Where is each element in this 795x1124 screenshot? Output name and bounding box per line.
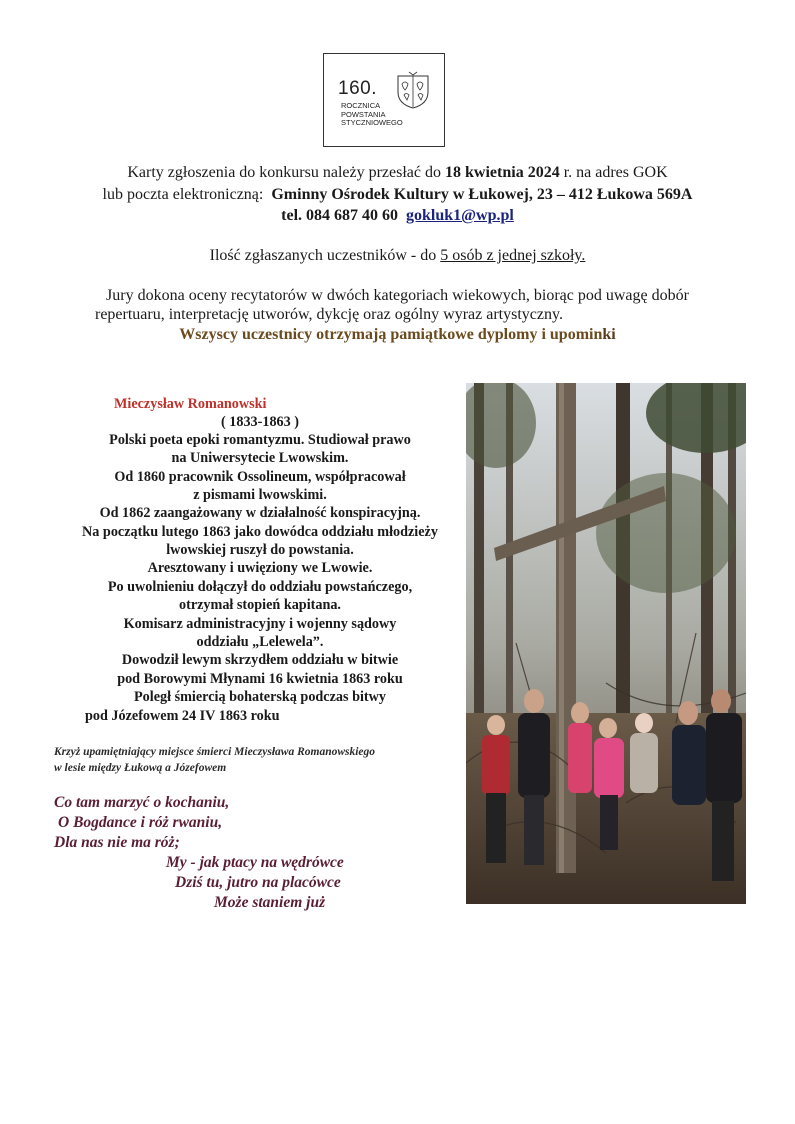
organizer-address: Gminny Ośrodek Kultury w Łukowej, 23 – 412 Łukowa 569A — [271, 186, 693, 203]
logo-line: ROCZNICA — [341, 101, 381, 110]
deadline-date: 18 kwietnia 2024 — [445, 164, 560, 181]
bio-line: na Uniwersytecie Lwowskim. — [171, 450, 349, 466]
participants-limit-value: 5 osób z jednej szkoły. — [440, 247, 586, 264]
bio-line: Od 1862 zaangażowany w działalność konspiracyjną. — [99, 505, 421, 521]
bio-line: oddziału „Lelewela”. — [196, 634, 324, 650]
coat-of-arms-icon — [392, 70, 434, 110]
poem-line: Dla nas nie ma róż; — [54, 834, 180, 851]
bio-line: pod Borowymi Młynami 16 kwietnia 1863 roku — [117, 671, 403, 687]
bio-line: z pismami lwowskimi. — [193, 487, 327, 503]
participants-limit: Ilość zgłaszanych uczestników - do 5 osób z jednej szkoły. — [209, 247, 586, 264]
bio-line: pod Józefowem 24 IV 1863 roku — [85, 708, 280, 724]
diplomas-line: Wszyscy uczestnicy otrzymają pamiątkowe dyplomy i upominki — [179, 326, 616, 343]
submission-deadline: Karty zgłoszenia do konkursu należy przesłać do 18 kwietnia 2024 r. na adres GOK — [127, 164, 668, 181]
jury-line-1: Jury dokona oceny recytatorów w dwóch kategoriach wiekowych, biorąc pod uwagę dobór — [106, 287, 689, 304]
address-line: lub poczta elektroniczną: Gminny Ośrodek Kultury w Łukowej, 23 – 412 Łukowa 569A — [102, 186, 693, 203]
memorial-cross-photo — [466, 383, 746, 904]
bio-line: Polski poeta epoki romantyzmu. Studiował prawo — [109, 432, 411, 448]
anniversary-logo — [323, 53, 445, 147]
bio-line: Dowodził lewym skrzydłem oddziału w bitwie — [121, 652, 399, 668]
poem-line: Co tam marzyć o kochaniu, — [54, 794, 230, 811]
bio-name: Mieczysław Romanowski — [114, 396, 267, 412]
bio-line: Poległ śmiercią bohaterską podczas bitwy — [134, 689, 386, 705]
poem-line: Może staniem już — [214, 894, 326, 911]
email-link[interactable]: gokluk1@wp.pl — [406, 207, 514, 224]
bio-line: lwowskiej ruszył do powstania. — [166, 542, 354, 558]
logo-number: 160. — [338, 78, 377, 99]
bio-line: Po uwolnieniu dołączył do oddziału powstańczego, — [107, 579, 413, 595]
phone-number: tel. 084 687 40 60 — [281, 207, 399, 224]
bio-line: otrzymał stopień kapitana. — [179, 597, 341, 613]
logo-line: STYCZNIOWEGO — [341, 118, 403, 127]
bio-years: ( 1833-1863 ) — [220, 414, 300, 430]
contact-line — [0, 206, 795, 226]
bio-line: Aresztowany i uwięziony we Lwowie. — [147, 560, 373, 576]
logo-line: POWSTANIA — [341, 109, 386, 119]
bio-line: Komisarz administracyjny i wojenny sądowy — [123, 616, 397, 632]
bio-line: Na początku lutego 1863 jako dowódca oddziału młodzieży — [82, 524, 438, 540]
bio-line: Od 1860 pracownik Ossolineum, współpracował — [114, 469, 406, 485]
jury-line-2: repertuaru, interpretację utworów, dykcję oraz ogólny wyraz artystyczny. — [95, 306, 563, 323]
poem-line: Dziś tu, jutro na placówce — [175, 874, 341, 891]
poem-line: My - jak ptacy na wędrówce — [166, 854, 344, 871]
photo-caption: Krzyż upamiętniający miejsce śmierci Mieczysława Romanowskiego w lesie między Łukową a Józefowem — [54, 746, 376, 774]
poem-line: O Bogdance i róż rwaniu, — [58, 814, 223, 831]
